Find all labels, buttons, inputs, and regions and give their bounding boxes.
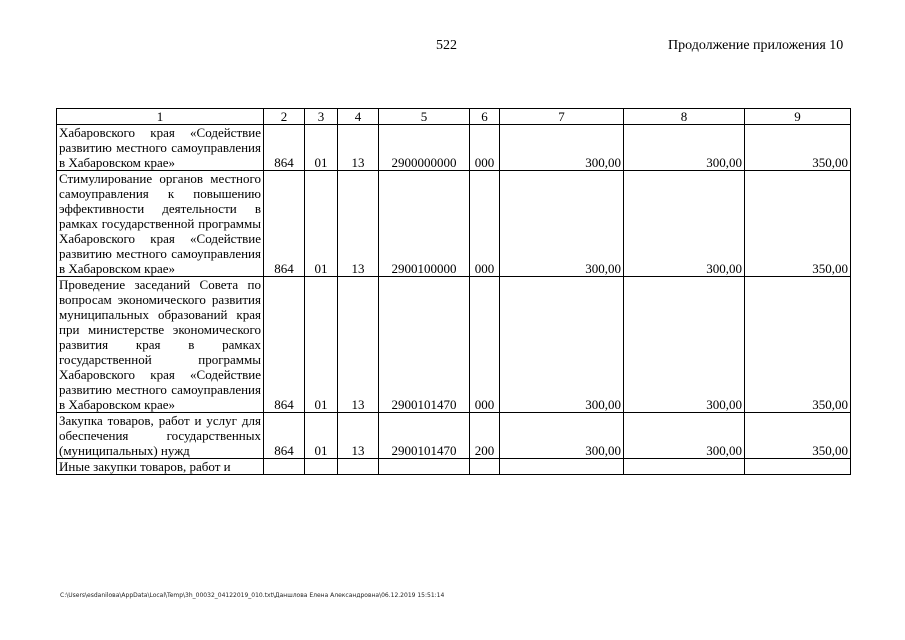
cell-col-5: 2900000000 <box>379 125 470 171</box>
column-header-5: 5 <box>379 109 470 125</box>
cell-col-5: 2900100000 <box>379 171 470 277</box>
column-header-9: 9 <box>745 109 851 125</box>
cell-col-3 <box>305 459 338 475</box>
cell-col-8: 300,00 <box>624 277 745 413</box>
row-description: Хабаровского края «Содействие развитию местного самоуправления в Хабаровском крае» <box>57 125 264 171</box>
table-row <box>57 125 851 171</box>
cell-col-7: 300,00 <box>500 171 624 277</box>
cell-col-9: 350,00 <box>745 413 851 459</box>
cell-col-5: 2900101470 <box>379 277 470 413</box>
cell-col-8: 300,00 <box>624 125 745 171</box>
row-description: Стимулирование органов местного самоуправления к повышению эффективности деятельности в рамках государственной программы Хабаровского края «Содействие развитию местного самоуправления в Хабаровском крае» <box>57 171 264 277</box>
cell-col-7: 300,00 <box>500 413 624 459</box>
cell-col-8: 300,00 <box>624 413 745 459</box>
column-header-8: 8 <box>624 109 745 125</box>
column-header-1: 1 <box>57 109 264 125</box>
cell-col-2: 864 <box>264 125 305 171</box>
footer-file-path: C:\Users\esdaniloва\AppData\Local\Temp\3h_00032_04122019_010.txt\Даншлова Елена Александровна\06.12.2019 15:51:14 <box>60 592 445 599</box>
cell-col-4: 13 <box>338 125 379 171</box>
column-header-2: 2 <box>264 109 305 125</box>
column-header-7: 7 <box>500 109 624 125</box>
cell-col-9 <box>745 459 851 475</box>
appendix-continuation-note: Продолжение приложения 10 <box>668 38 844 53</box>
cell-col-8 <box>624 459 745 475</box>
page-number: 522 <box>436 38 457 53</box>
cell-col-5 <box>379 459 470 475</box>
cell-col-4: 13 <box>338 171 379 277</box>
row-description: Закупка товаров, работ и услуг для обеспечения государственных (муниципальных) нужд <box>57 413 264 459</box>
cell-col-4: 13 <box>338 277 379 413</box>
budget-table <box>56 108 851 475</box>
cell-col-2: 864 <box>264 413 305 459</box>
cell-col-4 <box>338 459 379 475</box>
cell-col-6: 000 <box>470 171 500 277</box>
cell-col-3: 01 <box>305 413 338 459</box>
cell-col-2: 864 <box>264 171 305 277</box>
cell-col-3: 01 <box>305 125 338 171</box>
cell-col-9: 350,00 <box>745 277 851 413</box>
column-header-6: 6 <box>470 109 500 125</box>
table-header-row <box>57 109 851 125</box>
column-header-3: 3 <box>305 109 338 125</box>
cell-col-7: 300,00 <box>500 125 624 171</box>
column-header-4: 4 <box>338 109 379 125</box>
table-row <box>57 277 851 413</box>
cell-col-8: 300,00 <box>624 171 745 277</box>
cell-col-6: 000 <box>470 277 500 413</box>
cell-col-2 <box>264 459 305 475</box>
table-row <box>57 413 851 459</box>
cell-col-7: 300,00 <box>500 277 624 413</box>
cell-col-9: 350,00 <box>745 171 851 277</box>
cell-col-6: 000 <box>470 125 500 171</box>
row-description: Проведение заседаний Совета по вопросам экономического развития муниципальных образований края при министерстве экономического развития края в рамках государственной программы Хабаровского края «Содействие развитию местного самоуправления в Хабаровском крае» <box>57 277 264 413</box>
cell-col-3: 01 <box>305 277 338 413</box>
cell-col-5: 2900101470 <box>379 413 470 459</box>
table-row <box>57 459 851 475</box>
cell-col-2: 864 <box>264 277 305 413</box>
cell-col-7 <box>500 459 624 475</box>
cell-col-6: 200 <box>470 413 500 459</box>
cell-col-4: 13 <box>338 413 379 459</box>
cell-col-6 <box>470 459 500 475</box>
cell-col-3: 01 <box>305 171 338 277</box>
table-row <box>57 171 851 277</box>
cell-col-9: 350,00 <box>745 125 851 171</box>
row-description: Иные закупки товаров, работ и <box>57 459 264 475</box>
